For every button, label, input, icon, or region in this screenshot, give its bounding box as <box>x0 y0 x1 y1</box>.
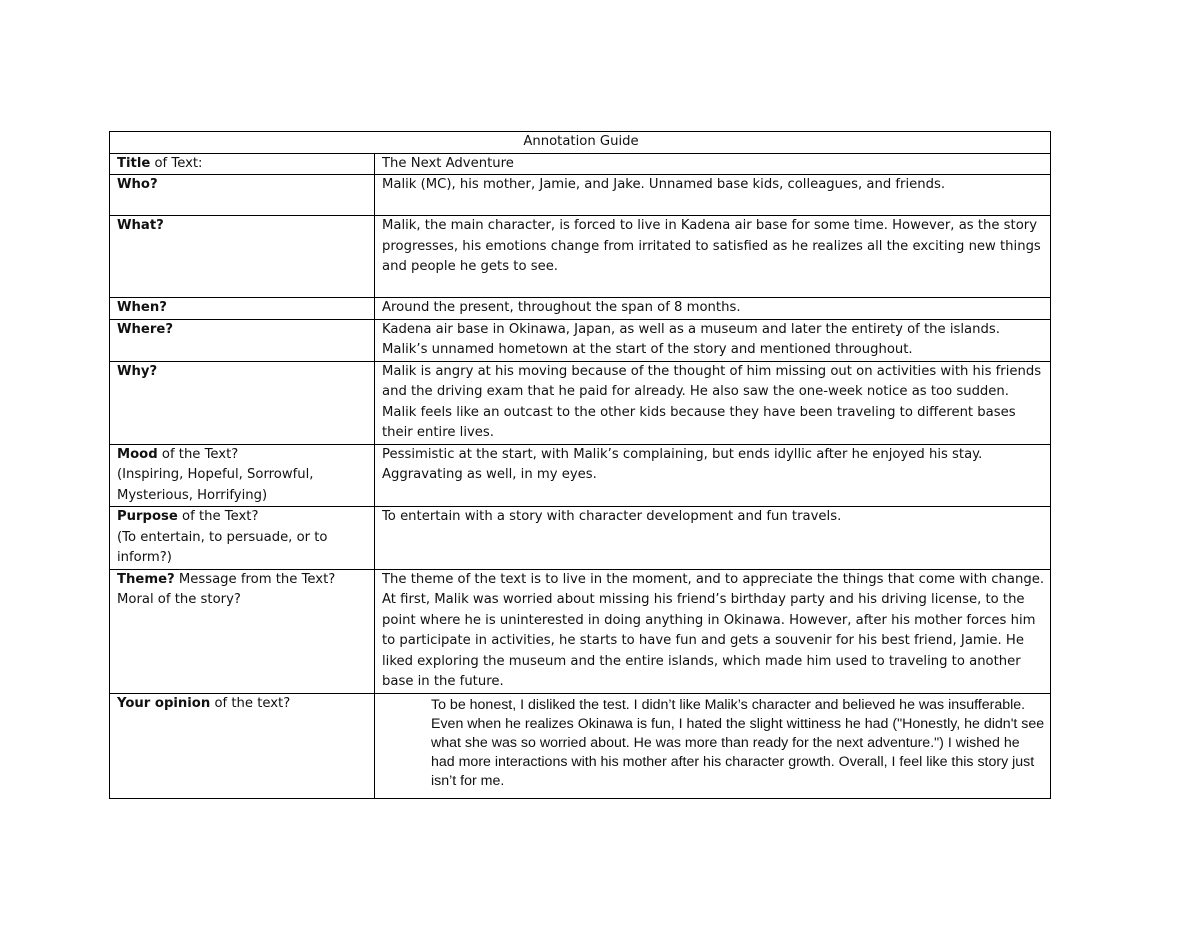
label-bold: What? <box>117 218 164 233</box>
table-row <box>110 444 1051 507</box>
row-label <box>110 507 375 570</box>
label-bold: When? <box>117 300 167 315</box>
table-row <box>110 216 1051 298</box>
row-answer: Around the present, throughout the span of 8 months. <box>375 298 1051 320</box>
label-bold: Your opinion <box>117 695 211 711</box>
row-answer: The theme of the text is to live in the moment, and to appreciate the things that come with change. At first, Malik was worried about missing his friend’s birthday party and his driving license, to the point where he is uninterested in doing anything in Okinawa. However, after his mother forces him to participate in activities, he starts to have fun and gets a souvenir for his best friend, Jamie. He liked exploring the museum and the entire islands, which made him used to traveling to another base in the future. <box>375 569 1051 693</box>
label-rest: of Text: <box>150 155 203 171</box>
row-answer: Kadena air base in Okinawa, Japan, as well as a museum and later the entirety of the islands. Malik’s unnamed hometown at the start of the story and mentioned throughout. <box>375 319 1051 361</box>
table-row <box>110 693 1051 798</box>
label-bold: Where? <box>117 321 173 337</box>
row-answer: The Next Adventure <box>375 153 1051 175</box>
row-label <box>110 444 375 507</box>
label-bold: Theme? <box>117 571 175 587</box>
label-rest: of the Text? <box>177 509 259 524</box>
row-answer: Malik, the main character, is forced to live in Kadena air base for some time. However, as the story progresses, his emotions change from irritated to satisfied as he realizes all the exciting new things and people he gets to see. <box>375 216 1051 298</box>
table-row <box>110 175 1051 216</box>
table-row <box>110 507 1051 570</box>
label-bold: Purpose <box>117 509 178 524</box>
row-label <box>110 216 375 298</box>
label-bold: Title <box>117 155 151 171</box>
row-label <box>110 361 375 444</box>
row-answer: To be honest, I disliked the test. I didn’t like Malik’s character and believed he was insufferable. Even when he realizes Okinawa is fun, I hated the slight wittiness he had ("Honestly, he didn't see what she was so worried about. He was more than ready for the next adventure.") I wished he had more interactions with his mother after his character growth. Overall, I feel like this story just isn’t for me. <box>375 693 1051 798</box>
label-bold: Why? <box>117 363 158 379</box>
table-row <box>110 153 1051 175</box>
table-row <box>110 361 1051 444</box>
label-bold: Who? <box>117 177 158 192</box>
table-title: Annotation Guide <box>110 132 1051 154</box>
label-rest: of the text? <box>210 695 291 711</box>
label-rest: of the Text? <box>157 446 239 462</box>
label-bold: Mood <box>117 446 158 462</box>
row-label <box>110 298 375 320</box>
table-row <box>110 298 1051 320</box>
annotation-guide-table <box>109 131 1051 799</box>
row-answer: Malik is angry at his moving because of the thought of him missing out on activities with his friends and the driving exam that he paid for already. He also saw the one-week notice as too sudden. Malik feels like an outcast to the other kids because they have been traveling to different bases their entire lives. <box>375 361 1051 444</box>
table-caption-row <box>110 132 1051 154</box>
row-label <box>110 153 375 175</box>
label-hint: (To entertain, to persuade, or to inform?) <box>117 529 328 565</box>
row-answer: To entertain with a story with character development and fun travels. <box>375 507 1051 570</box>
row-label <box>110 319 375 361</box>
row-label <box>110 569 375 693</box>
table-row <box>110 319 1051 361</box>
table-row <box>110 569 1051 693</box>
label-hint: (Inspiring, Hopeful, Sorrowful, Mysterious, Horrifying) <box>117 467 314 503</box>
label-rest: Message from the Text? Moral of the story? <box>117 571 336 607</box>
row-answer: Malik (MC), his mother, Jamie, and Jake. Unnamed base kids, colleagues, and friends. <box>375 175 1051 216</box>
row-label <box>110 693 375 798</box>
row-answer: Pessimistic at the start, with Malik’s complaining, but ends idyllic after he enjoyed his stay. Aggravating as well, in my eyes. <box>375 444 1051 507</box>
row-label <box>110 175 375 216</box>
